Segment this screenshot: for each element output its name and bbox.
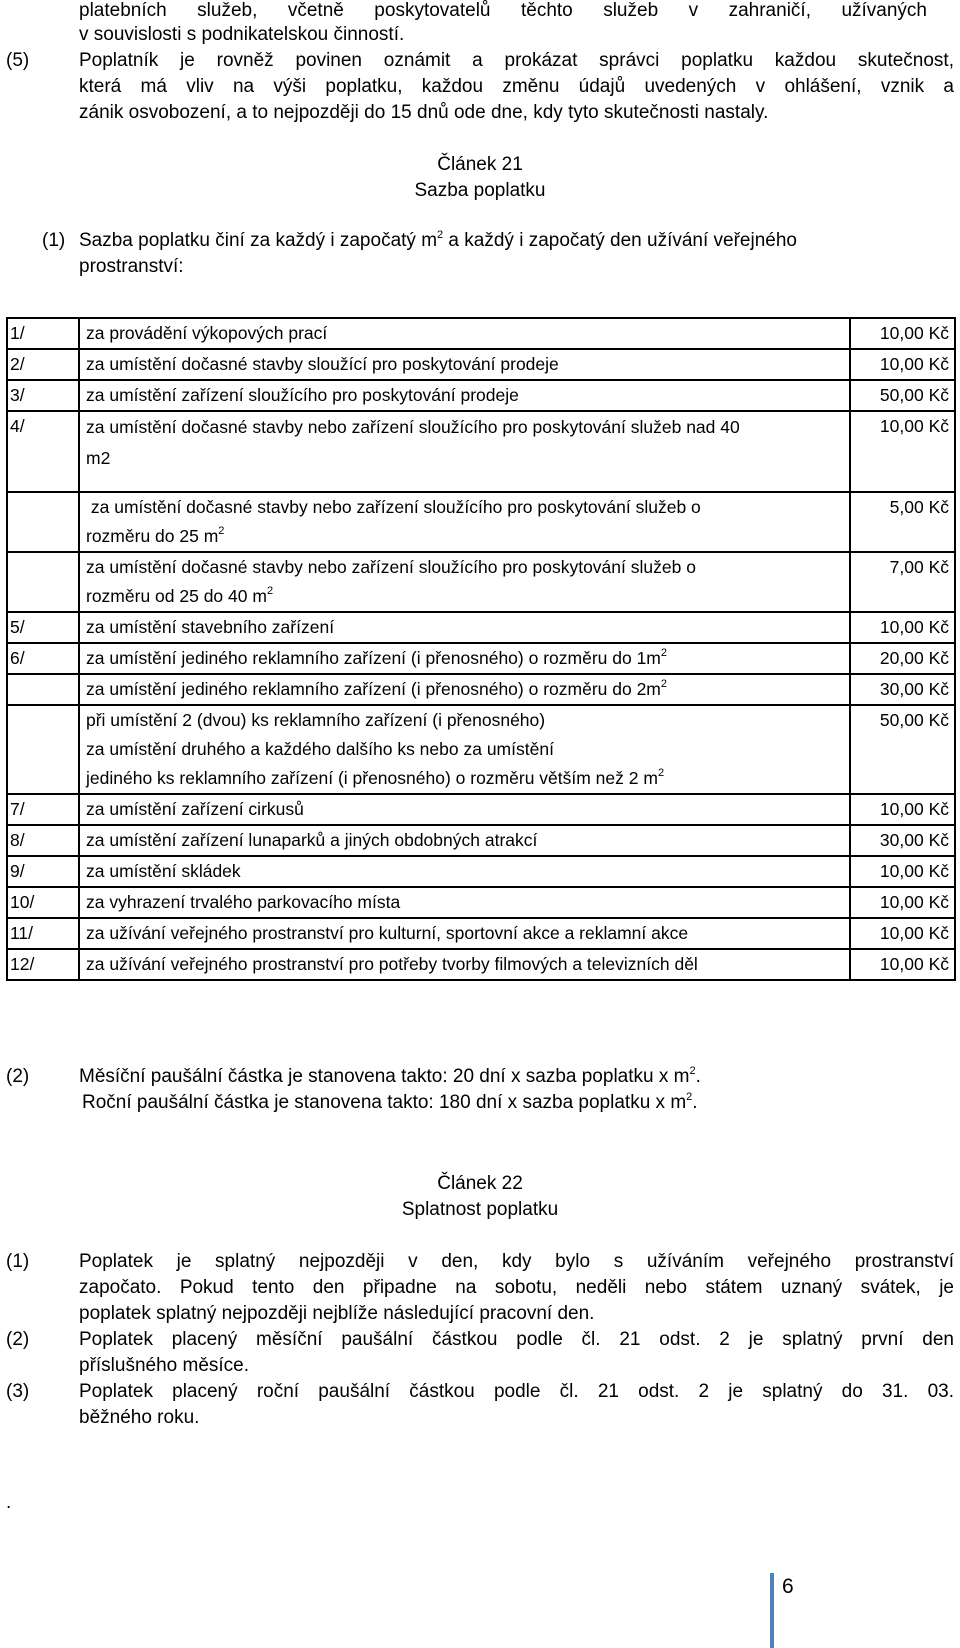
- table-row: za umístění dočasné stavby nebo zařízení sloužícího pro poskytování služeb o rozměru od 25 do 40 $m^2$ 7,00 Kč: [7, 552, 955, 612]
- article-21-p1-line1: Sazba poplatku činí za každý i započatý $m^2$ a každý i započatý den užívání veřejného: [79, 229, 797, 251]
- table-row: 1/ za provádění výkopových prací 10,00 Kč: [7, 318, 955, 349]
- paragraph-5-number: (5): [6, 50, 30, 71]
- article-22-p1-line1: Poplatek je splatný nejpozději v den, kdy bylo s užíváním veřejného prostranství: [79, 1251, 954, 1272]
- continued-text-line2: v souvislosti s podnikatelskou činností.: [79, 24, 405, 45]
- article-22-heading: Článek 22: [437, 1173, 523, 1194]
- article-22-p3-line2: běžného roku.: [79, 1407, 200, 1428]
- table-row: 11/ za užívání veřejného prostranství pro kulturní, sportovní akce a reklamní akce 10,00 Kč: [7, 918, 955, 949]
- table-row: 10/ za vyhrazení trvalého parkovacího místa 10,00 Kč: [7, 887, 955, 918]
- article-22-p1-line3: poplatek splatný nejpozději nejblíže následující pracovní den.: [79, 1303, 595, 1324]
- article-21-p2-line2: Roční paušální částka je stanovena takto: 180 dní x sazba poplatku x $m^2$.: [82, 1091, 698, 1113]
- article-22-p3-line1: Poplatek placený roční paušální částkou podle čl. 21 odst. 2 je splatný do 31. 03.: [79, 1381, 954, 1402]
- article-22-p1-line2: započato. Pokud tento den připadne na sobotu, neděli nebo státem uznaný svátek, je: [79, 1277, 954, 1298]
- table-row: 3/ za umístění zařízení sloužícího pro poskytování prodeje 50,00 Kč: [7, 380, 955, 411]
- table-row: 4/ za umístění dočasné stavby nebo zařízení sloužícího pro poskytování služeb nad 40 m2 10,00 Kč: [7, 411, 955, 474]
- table-row: 5/ za umístění stavebního zařízení 10,00 Kč: [7, 612, 955, 643]
- article-22-title: Splatnost poplatku: [401, 1199, 559, 1220]
- table-row: 7/ za umístění zařízení cirkusů 10,00 Kč: [7, 794, 955, 825]
- table-row: 9/ za umístění skládek 10,00 Kč: [7, 856, 955, 887]
- article-21-p2-line1: Měsíční paušální částka je stanovena takto: 20 dní x sazba poplatku x $m^2$.: [79, 1065, 701, 1087]
- article-22-p2-line2: příslušného měsíce.: [79, 1355, 250, 1376]
- article-21-p2-number: (2): [6, 1066, 30, 1087]
- table-row: za umístění dočasné stavby nebo zařízení sloužícího pro poskytování služeb o rozměru do 25 $m^2$ 5,00 Kč: [7, 492, 955, 552]
- continued-text-line1: platebních služeb, včetně poskytovatelů těchto služeb v zahraničí, užívaných: [79, 0, 927, 21]
- paragraph-5-line3: zánik osvobození, a to nejpozději do 15 dnů ode dne, kdy tyto skutečnosti nastaly.: [79, 102, 769, 123]
- article-22-p3-number: (3): [6, 1381, 30, 1402]
- table-row: při umístění 2 (dvou) ks reklamního zařízení (i přenosného) za umístění druhého a každého dalšího ks nebo za umístění jediného ks reklamního zařízení (i přenosného) o rozměru větším než 2 $m^2$ 50,00 Kč: [7, 705, 955, 794]
- paragraph-5-line1: Poplatník je rovněž povinen oznámit a prokázat správci poplatku každou skutečnost,: [79, 50, 954, 71]
- page-number-bar: [770, 1573, 774, 1648]
- article-22-p2-number: (2): [6, 1329, 30, 1350]
- article-21-title: Sazba poplatku: [414, 180, 546, 201]
- page-number: 6: [782, 1575, 794, 1598]
- table-row: 2/ za umístění dočasné stavby sloužící pro poskytování prodeje 10,00 Kč: [7, 349, 955, 380]
- table-row: 12/ za užívání veřejného prostranství pro potřeby tvorby filmových a televizních děl 10,00 Kč: [7, 949, 955, 980]
- article-21-p1-line2: prostranství:: [79, 256, 184, 277]
- article-22-p1-number: (1): [6, 1251, 30, 1272]
- article-22-p2-line1: Poplatek placený měsíční paušální částkou podle čl. 21 odst. 2 je splatný první den: [79, 1329, 954, 1350]
- table-row-gap: [7, 474, 955, 492]
- table-row: 8/ za umístění zařízení lunaparků a jiných obdobných atrakcí 30,00 Kč: [7, 825, 955, 856]
- rate-table: [6, 317, 956, 981]
- stray-dot: .: [6, 1492, 12, 1513]
- article-21-p1-number: (1): [42, 230, 66, 251]
- table-row: za umístění jediného reklamního zařízení (i přenosného) o rozměru do $2m^2$ 30,00 Kč: [7, 674, 955, 705]
- article-21-heading: Článek 21: [437, 154, 523, 175]
- paragraph-5-line2: která má vliv na výši poplatku, každou změnu údajů uvedených v ohlášení, vznik a: [79, 76, 954, 97]
- table-row: 6/ za umístění jediného reklamního zařízení (i přenosného) o rozměru do $1m^2$ 20,00 Kč: [7, 643, 955, 674]
